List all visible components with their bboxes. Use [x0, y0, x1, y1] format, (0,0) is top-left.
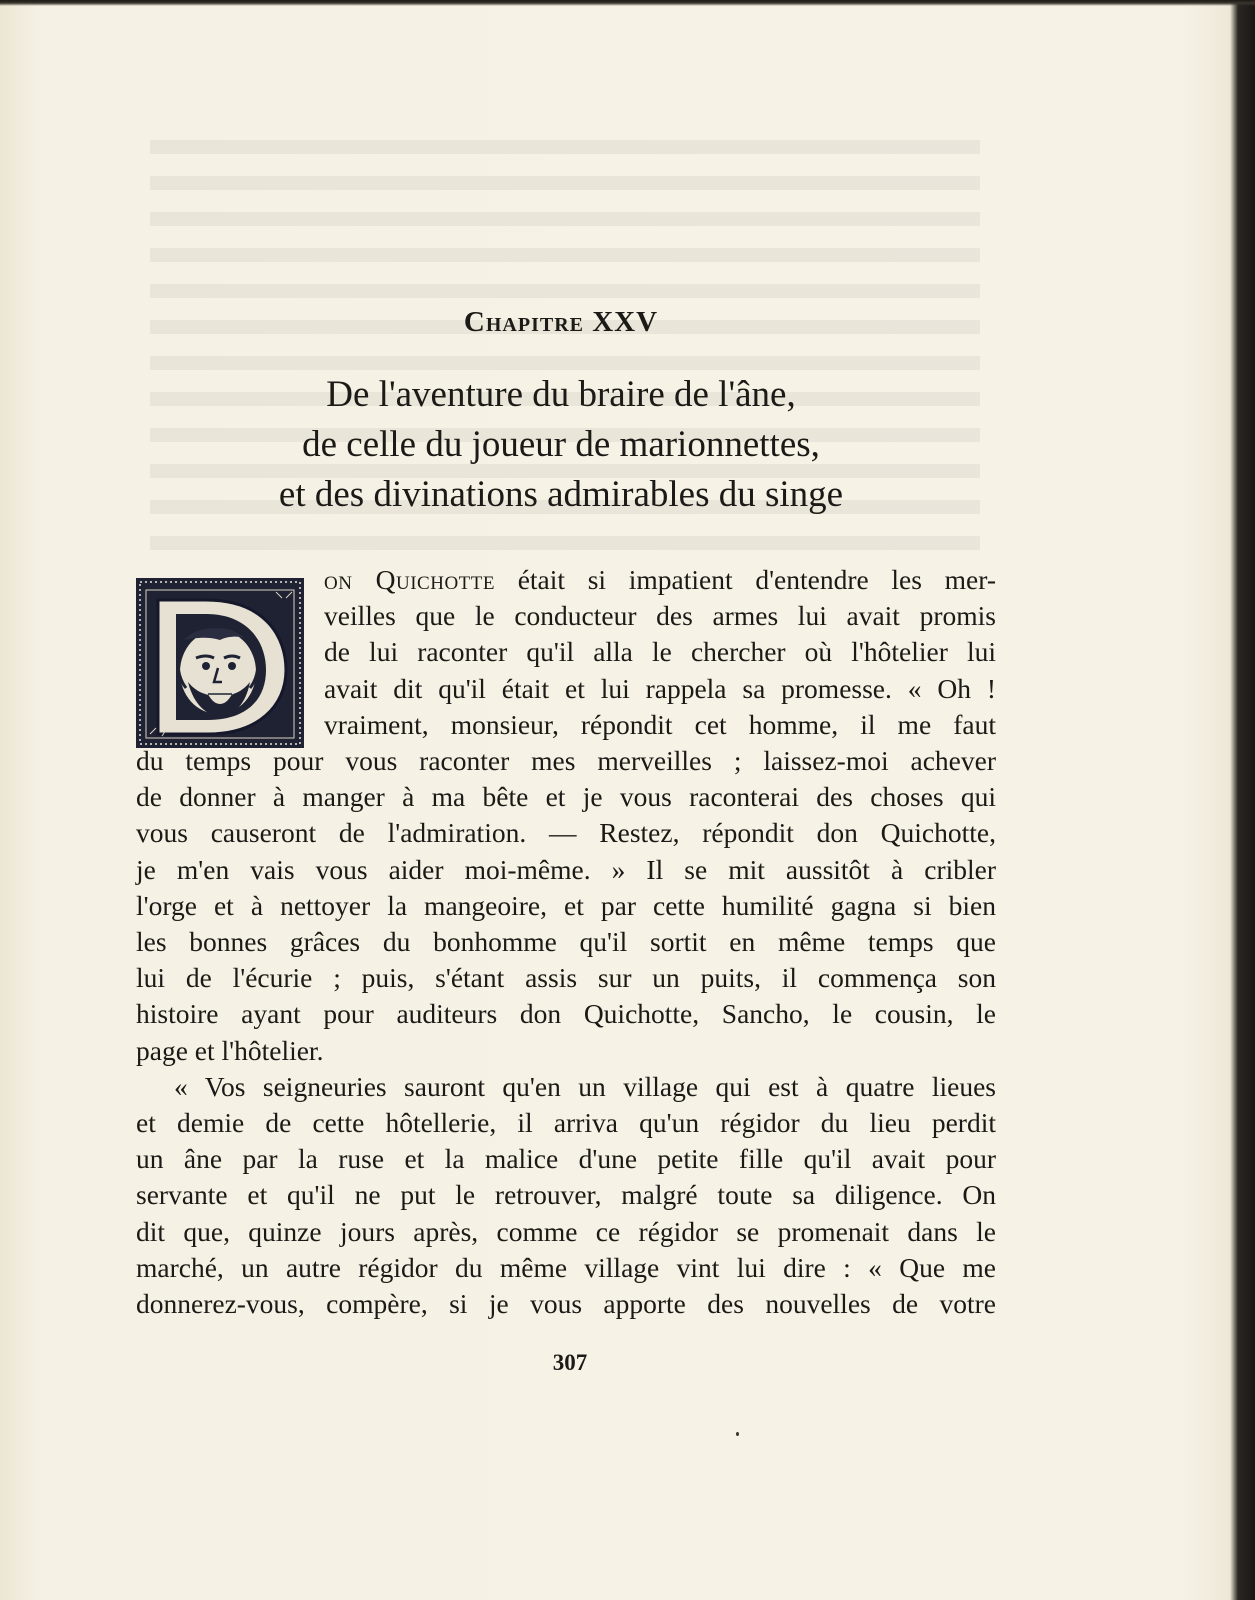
text-line: avait dit qu'il était et lui rappela sa promesse. « Oh ! [324, 672, 996, 704]
page-top-edge [0, 0, 1255, 6]
text-line: et demie de cette hôtellerie, il arriva qu'un régidor du lieu perdit [136, 1107, 996, 1139]
subtitle-line: de celle du joueur de marionnettes, [302, 424, 820, 465]
text-line-content: était si impatient d'entendre les mer- [517, 564, 996, 595]
text-line: un âne par la ruse et la malice d'une petite fille qu'il avait pour [136, 1143, 996, 1175]
text-line: du temps pour vous raconter mes merveilles ; laissez-moi achever [136, 745, 996, 777]
text-line: lui de l'écurie ; puis, s'étant assis sur un puits, il commença son [136, 962, 996, 994]
text-line: vraiment, monsieur, répondit cet homme, il me faut [324, 708, 996, 740]
subtitle-line: et des divinations admirables du singe [278, 474, 844, 515]
text-line: « Vos seigneuries sauront qu'en un village qui est à quatre lieues [174, 1070, 996, 1102]
text-line: histoire ayant pour auditeurs don Quichotte, Sancho, le cousin, le [136, 998, 996, 1030]
text-line: marché, un autre régidor du même village vint lui dire : « Que me [136, 1251, 996, 1283]
text-line: donnerez-vous, compère, si je vous apporte des nouvelles de votre [136, 1288, 996, 1320]
text-line: servante et qu'il ne put le retrouver, malgré toute sa diligence. On [136, 1179, 996, 1211]
chapter-heading [0, 306, 1122, 339]
text-line: dit que, quinze jours après, comme ce régidor se promenait dans le [136, 1215, 996, 1247]
chapter-subtitle [160, 370, 962, 520]
body-text [136, 562, 996, 1322]
chapter-number: XXV [592, 306, 659, 338]
text-line: je m'en vais vous aider moi-même. » Il se mit aussitôt à cribler [136, 853, 996, 885]
chapter-label: Chapitre [463, 306, 584, 338]
text-line: l'orge et à nettoyer la mangeoire, et par cette humilité gagna si bien [136, 889, 996, 921]
text-line: page et l'hôtelier. [136, 1034, 324, 1066]
page-number: 307 [552, 1350, 588, 1375]
paper-speck [736, 1432, 739, 1436]
text-line: veilles que le conducteur des armes lui avait promis [324, 600, 996, 632]
text-line: vous causeront de l'admiration. — Restez, répondit don Quichotte, [136, 817, 996, 849]
subtitle-line: De l'aventure du braire de l'âne, [326, 374, 796, 415]
text-line: de donner à manger à ma bête et je vous raconterai des choses qui [136, 781, 996, 813]
text-line [324, 562, 996, 598]
text-line: de lui raconter qu'il alla le chercher où l'hôtelier lui [324, 636, 996, 668]
lead-words: on Quichotte [324, 564, 495, 595]
text-line: les bonnes grâces du bonhomme qu'il sortit en même temps que [136, 926, 996, 958]
